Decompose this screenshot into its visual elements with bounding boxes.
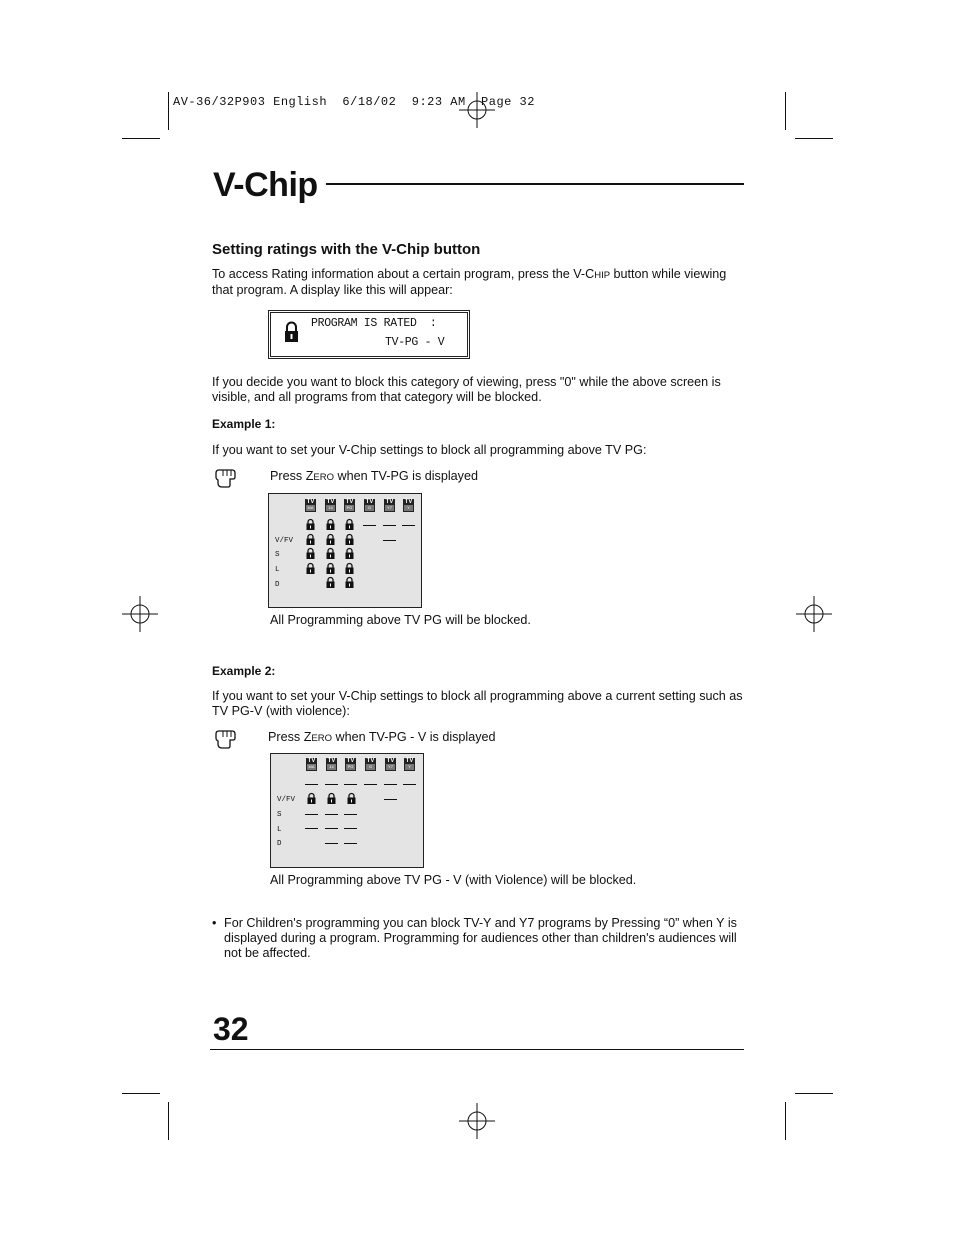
page-title: V-Chip <box>213 166 318 204</box>
lock-icon <box>306 518 315 530</box>
unblocked-dash <box>344 843 357 844</box>
lock-icon <box>284 321 299 343</box>
lock-icon <box>326 533 335 545</box>
vchip-screen-example-2 <box>270 753 424 868</box>
crop-mark <box>795 138 833 139</box>
example-2-heading: Example 2: <box>212 664 276 678</box>
unblocked-dash <box>325 828 338 829</box>
example-2-caption: All Programming above TV PG - V (with Violence) will be blocked. <box>270 873 637 887</box>
row-label-l: L <box>275 566 280 574</box>
unblocked-dash <box>383 540 396 541</box>
tv-rating-pg-icon: TV PG <box>345 499 354 510</box>
registration-mark-icon <box>459 1103 495 1139</box>
lock-icon <box>347 792 356 804</box>
row-label-vfv: V/FV <box>275 537 294 545</box>
lock-icon <box>307 792 316 804</box>
unblocked-dash <box>402 525 415 526</box>
rating-line-2: TV-PG - V <box>385 336 445 349</box>
tv-rating-14-icon: TV 14 <box>326 499 335 510</box>
example-1-press <box>270 469 478 485</box>
row-label-d: D <box>275 581 280 589</box>
footer-rule <box>210 1049 744 1050</box>
tv-rating-y7-icon: TV Y7 <box>385 499 394 510</box>
intro-paragraph <box>212 267 742 298</box>
tv-rating-14-icon: TV 14 <box>327 758 336 769</box>
unblocked-dash <box>344 828 357 829</box>
press-text-rest: when TV-PG is displayed <box>333 469 478 483</box>
lock-icon <box>327 792 336 804</box>
example-2-press <box>268 730 496 746</box>
example-2-intro: If you want to set your V-Chip settings to block all programming above a current setting such as TV PG-V (with violence): <box>212 689 743 718</box>
lock-icon <box>326 518 335 530</box>
unblocked-dash <box>363 525 376 526</box>
lock-icon <box>326 562 335 574</box>
crop-mark <box>122 138 160 139</box>
press-text-rest: when TV-PG - V is displayed <box>331 730 496 744</box>
crop-mark <box>168 1102 169 1140</box>
press-small-caps: ERO <box>313 472 334 483</box>
unblocked-dash <box>305 784 318 785</box>
tv-rating-ma-icon: TV MA <box>307 758 316 769</box>
lock-icon <box>345 533 354 545</box>
unblocked-dash <box>384 784 397 785</box>
lock-icon <box>306 547 315 559</box>
crop-mark <box>122 1093 160 1094</box>
press-text: Press Z <box>268 730 312 744</box>
row-label-s: S <box>277 811 282 819</box>
registration-mark-icon <box>796 596 832 632</box>
tv-rating-ma-icon: TV MA <box>306 499 315 510</box>
row-label-l: L <box>277 826 282 834</box>
lock-icon <box>345 518 354 530</box>
unblocked-dash <box>344 784 357 785</box>
lock-icon <box>345 576 354 588</box>
unblocked-dash <box>325 814 338 815</box>
intro-small-caps: HIP <box>594 270 611 281</box>
unblocked-dash <box>305 814 318 815</box>
print-header: AV-36/32P903 English 6/18/02 9:23 AM Page 32 <box>173 95 535 109</box>
tv-rating-g-icon: TV G <box>365 499 374 510</box>
lock-icon <box>306 562 315 574</box>
title-rule <box>326 183 744 185</box>
crop-mark <box>168 92 169 130</box>
tv-rating-pg-icon: TV PG <box>346 758 355 769</box>
tv-rating-y-icon: TV Y <box>405 758 414 769</box>
section-heading: Setting ratings with the V-Chip button <box>212 241 481 258</box>
example-1-heading: Example 1: <box>212 417 276 431</box>
bullet-note: For Children's programming you can block TV-Y and Y7 programs by Pressing “0” when Y is displayed during a program. Programming for audiences other than children's audiences will not be affected. <box>224 916 737 960</box>
crop-mark <box>795 1093 833 1094</box>
unblocked-dash <box>403 784 416 785</box>
unblocked-dash <box>344 814 357 815</box>
unblocked-dash <box>305 828 318 829</box>
intro-text-rest: button while viewing that program. A display like this will appear: <box>212 267 727 297</box>
crop-mark <box>785 92 786 130</box>
bullet-dot: • <box>212 916 217 930</box>
rating-line-1: PROGRAM IS RATED : <box>311 317 437 330</box>
unblocked-dash <box>383 525 396 526</box>
hand-icon <box>213 467 237 489</box>
unblocked-dash <box>325 784 338 785</box>
row-label-vfv: V/FV <box>277 796 296 804</box>
lock-icon <box>306 533 315 545</box>
unblocked-dash <box>325 843 338 844</box>
page-number: 32 <box>213 1011 249 1047</box>
tv-rating-g-icon: TV G <box>366 758 375 769</box>
crop-mark <box>785 1102 786 1140</box>
lock-icon <box>326 547 335 559</box>
tv-rating-y-icon: TV Y <box>404 499 413 510</box>
example-1-intro: If you want to set your V-Chip settings to block all programming above TV PG: <box>212 443 647 457</box>
press-text: Press Z <box>270 469 314 483</box>
lock-icon <box>345 547 354 559</box>
lock-icon <box>326 576 335 588</box>
press-small-caps: ERO <box>311 733 332 744</box>
lock-icon <box>345 562 354 574</box>
registration-mark-icon <box>122 596 158 632</box>
example-1-caption: All Programming above TV PG will be blocked. <box>270 613 531 627</box>
rating-display <box>268 310 470 359</box>
vchip-screen-example-1 <box>268 493 422 608</box>
unblocked-dash <box>384 799 397 800</box>
row-label-d: D <box>277 840 282 848</box>
row-label-s: S <box>275 551 280 559</box>
intro-text: To access Rating information about a certain program, press the V-C <box>212 267 595 281</box>
hand-icon <box>213 728 237 750</box>
unblocked-dash <box>364 784 377 785</box>
tv-rating-y7-icon: TV Y7 <box>386 758 395 769</box>
block-paragraph: If you decide you want to block this category of viewing, press "0" while the above screen is visible, and all programs from that category will be blocked. <box>212 375 721 404</box>
